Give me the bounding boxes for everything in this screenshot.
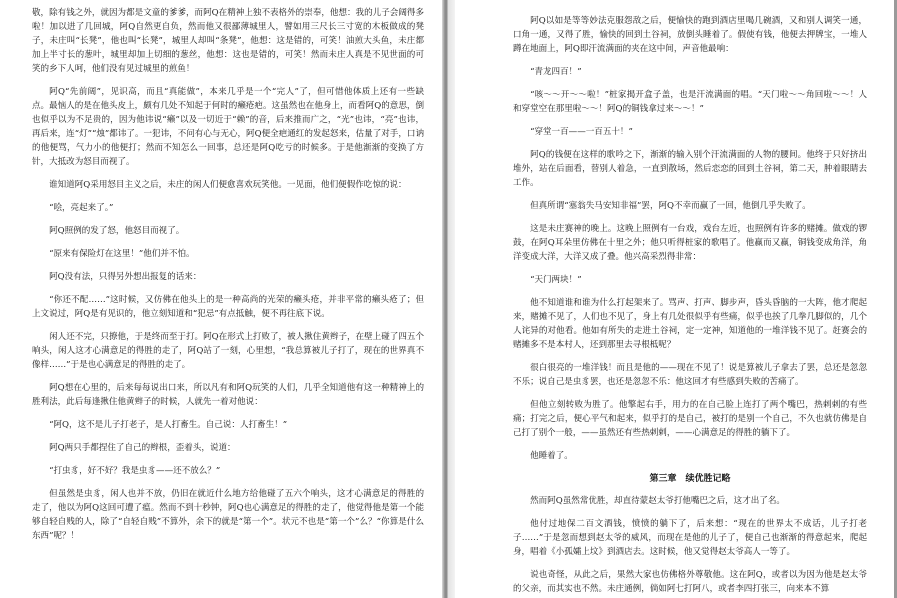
paragraph: “穿堂一百——一百五十！” — [530, 127, 633, 137]
paragraph: 阿Q的钱便在这样的歌吟之下，渐渐的输入别个汗流满面的人物的腰间。他终于只好挤出堆外，站在后面看，替别人着急，一直到散场，然后恋恋的回到土谷祠，第二天，肿着眼睛去工作。 — [513, 150, 867, 188]
paragraph: 很白很亮的一堆洋钱！而且是他的——现在不见了！说是算被儿子拿去了罢，总还是忽忽不乐；说自己是虫豸罢，也还是忽忽不乐：他这回才有些感到失败的苦痛了。 — [513, 363, 867, 387]
paragraph: 他睡着了。 — [530, 451, 573, 461]
paragraph: 但真所谓“塞翁失马安知非福”罢，阿Q不幸而赢了一回，他倒几乎失败了。 — [530, 201, 811, 211]
paragraph: “你还不配……”这时候，又仿佛在他头上的是一种高尚的光荣的癞头疮，并非平常的癞头疮了；但上文说过，阿Q是有见识的，他立刻知道和“犯忌”有点抵触，便不再往底下说。 — [32, 295, 424, 319]
paragraph: 这是未庄赛神的晚上。这晚上照例有一台戏，戏台左近，也照例有许多的赌摊。做戏的锣鼓，在阿Q耳朵里仿佛在十里之外；他只听得桩家的歌唱了。他赢而又赢，铜钱变成角洋，角洋变成大洋，大洋又成了叠。他兴高采烈得非常： — [513, 224, 867, 262]
paragraph: 阿Q两只手都捏住了自己的辫根，歪着头，说道： — [49, 443, 236, 453]
paragraph: 他付过地保二百文酒钱，愤愤的躺下了，后来想：“现在的世界太不成话，儿子打老子……”于是忽而想到赵太爷的威风，而现在是他的儿子了，便自己也渐渐的得意起来，爬起身，唱着《小孤孀上坟》到酒店去。这时候，他又觉得赵太爷高人一等了。 — [513, 519, 867, 557]
paragraph: 他不知道谁和谁为什么打起架来了。骂声、打声、脚步声，昏头昏脑的一大阵，他才爬起来，赌摊不见了，人们也不见了，身上有几处很似乎有些痛，似乎也挨了几拳几脚似的，几个人诧异的对他看。他如有所失的走进土谷祠，定一定神，知道他的一堆洋钱不见了。赶赛会的赌摊多不是本村人，还到那里去寻根柢呢？ — [513, 298, 867, 350]
paragraph: “青龙四百！” — [530, 67, 582, 77]
paragraph: “原来有保险灯在这里！”他们并不怕。 — [49, 249, 195, 259]
paragraph: 闲人还不完，只撩他，于是终而至于打。阿Q在形式上打败了，被人揪住黄辫子，在壁上碰了四五个响头，闲人这才心满意足的得胜的走了，阿Q站了一刻，心里想，“我总算被儿子打了，现在的世界真不像样……”于是也心满意足的得胜的走了。 — [32, 332, 424, 370]
paragraph: 敬，除有钱之外，就因为都是文童的爹爹，而阿Q在精神上独不表格外的崇奉，他想：我的儿子会阔得多啦！加以进了几回城，阿Q自然更自负，然而他又很鄙薄城里人，譬如用三尺长三寸宽的木板做成的凳子，未庄叫“长凳”，他也叫“长凳”，城里人却叫“条凳”，他想：这是错的，可笑！油煎大头鱼，未庄都加上半寸长的葱叶，城里却加上切细的葱丝，他想：这也是错的，可笑！然而未庄人真是不见世面的可笑的乡下人呵，他们没有见过城里的煎鱼！ — [32, 8, 424, 74]
paragraph: “天门两块！” — [530, 275, 582, 285]
paragraph: “打虫豸，好不好？我是虫豸——还不放么？” — [49, 466, 221, 476]
paragraph: 阿Q以如是等等妙法克服怨敌之后，便愉快的跑到酒店里喝几碗酒，又和别人调笑一通，口角一通，又得了胜，愉快的回到土谷祠，放倒头睡着了。假使有钱，他便去押牌宝，一堆人蹲在地面上，阿Q即汗流满面的夹在这中间，声音他最响： — [513, 16, 867, 54]
paragraph: 阿Q没有法，只得另外想出报复的话来： — [49, 272, 202, 282]
paragraph: 阿Q想在心里的，后来每每说出口来，所以凡有和阿Q玩笑的人们，几乎全知道他有这一种精神上的胜利法，此后每逢揪住他黄辫子的时候，人就先一着对他说： — [32, 383, 424, 407]
paragraph: 但虽然是虫豸，闲人也并不放，仍旧在就近什么地方给他碰了五六个响头，这才心满意足的得胜的走了，他以为阿Q这回可遭了瘟。然而不到十秒钟，阿Q也心满意足的得胜的走了，他觉得他是第一个能够自轻自贱的人，除了“自轻自贱”不算外，余下的就是“第一个”。状元不也是“第一个”么？“你算是什么东西”呢？！ — [32, 489, 424, 541]
paragraph: “咳～～开～～啦！”桩家揭开盒子盖，也是汗流满面的唱。“天门啦～～角回啦～～！人和穿堂空在那里啦～～！阿Q的铜钱拿过来～～！” — [513, 90, 867, 114]
page-divider — [442, 0, 455, 598]
right-page — [455, 0, 897, 598]
paragraph: 说也奇怪，从此之后，果然大家也仿佛格外尊敬他。这在阿Q，或者以为因为他是赵太爷的父亲，而其实也不然。未庄通例，倘如阿七打阿八，或者李四打张三，向来本不算 — [513, 570, 867, 594]
paragraph: 阿Q“先前阔”，见识高，而且“真能做”，本来几乎是一个“完人”了，但可惜他体质上还有一些缺点。最恼人的是在他头皮上，颇有几处不知起于何时的癞疮疤。这虽然也在他身上，而看阿Q的意思，倒也似乎以为不足贵的，因为他讳说“癞”以及一切近于“赖”的音，后来推而广之，“光”也讳，“亮”也讳，再后来，连“灯”“烛”都讳了。一犯讳，不问有心与无心，阿Q便全疤通红的发起怒来，估量了对手，口讷的他便骂，气力小的他便打；然而不知怎么一回事，总还是阿Q吃亏的时候多。于是他渐渐的变换了方针，大抵改为怒目而视了。 — [32, 87, 424, 167]
paragraph: 谁知道阿Q采用怒目主义之后，未庄的闲人们便愈喜欢玩笑他。一见面，他们便假作吃惊的说： — [49, 180, 407, 190]
paragraph: 但他立刻转败为胜了。他擎起右手，用力的在自己脸上连打了两个嘴巴，热剌剌的有些痛；打完之后，便心平气和起来，似乎打的是自己，被打的是别一个自己，不久也就仿佛是自己打了别个一般，——虽然还有些热剌剌，——心满意足的得胜的躺下了。 — [513, 400, 867, 438]
paragraph: 阿Q照例的发了怒，他怒目而视了。 — [49, 226, 185, 236]
paragraph: “阿Q，这不是儿子打老子，是人打畜生。自己说：人打畜生！” — [49, 420, 288, 430]
chapter-title: 第三章 续优胜记略 — [649, 474, 731, 484]
paragraph: 然而阿Q虽然常优胜，却直待蒙赵太爷打他嘴巴之后，这才出了名。 — [530, 496, 785, 506]
left-page — [0, 0, 442, 598]
paragraph: “哙，亮起来了。” — [49, 203, 114, 213]
